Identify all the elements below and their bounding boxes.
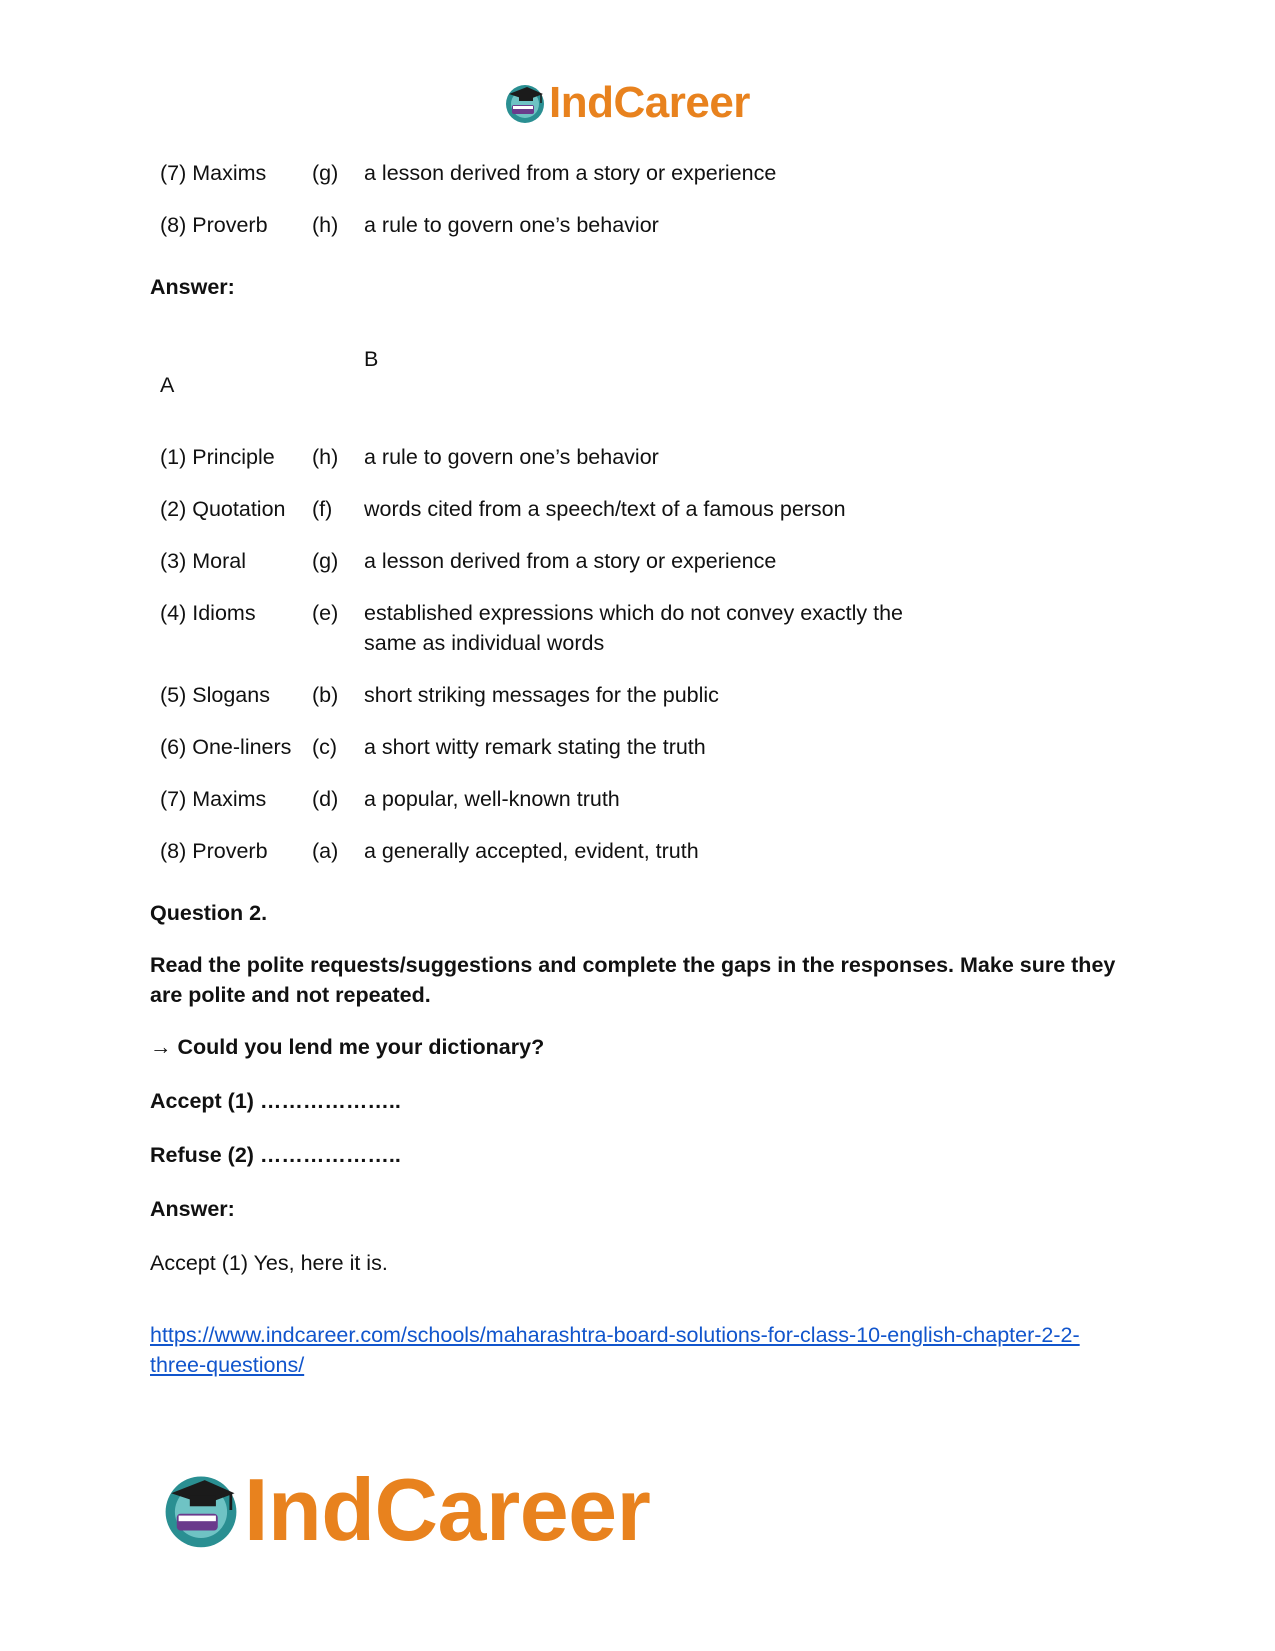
term-cell: (5) Slogans (160, 683, 270, 707)
answer-2-text: Accept (1) Yes, here it is. (150, 1251, 388, 1275)
column-headers (160, 344, 1130, 442)
letter-cell: (h) (312, 445, 339, 469)
definition-cell: words cited from a speech/text of a famous person (364, 497, 846, 521)
graduation-cap-book-globe-icon (160, 1469, 242, 1551)
match-row (160, 784, 944, 836)
term-cell: (4) Idioms (160, 601, 256, 625)
accept-line: Accept (1) ……………….. (150, 1089, 401, 1113)
match-row (160, 442, 944, 494)
term-cell: (8) Proverb (160, 839, 268, 863)
match-row (160, 546, 944, 598)
source-link[interactable]: https://www.indcareer.com/schools/maharashtra-board-solutions-for-class-10-english-chapter-2-2-three-questions/ (150, 1323, 1080, 1377)
letter-cell: (g) (312, 161, 339, 185)
letter-cell: (g) (312, 549, 339, 573)
letter-cell: (b) (312, 683, 339, 707)
match-table-continued (160, 158, 944, 262)
match-row (160, 732, 944, 784)
definition-cell: a generally accepted, evident, truth (364, 839, 699, 863)
brand-logo-bottom (160, 1462, 650, 1558)
term-cell: (8) Proverb (160, 213, 268, 237)
definition-cell: short striking messages for the public (364, 683, 719, 707)
term-cell: (1) Principle (160, 445, 275, 469)
definition-cell: a lesson derived from a story or experience (364, 549, 777, 573)
term-cell: (7) Maxims (160, 161, 267, 185)
term-cell: (7) Maxims (160, 787, 267, 811)
brand-name-large: IndCareer (244, 1460, 651, 1559)
match-row (160, 598, 944, 680)
column-a-header: A (160, 373, 175, 397)
column-b-header: B (364, 347, 379, 371)
match-row (160, 494, 944, 546)
letter-cell: (f) (312, 497, 333, 521)
letter-cell: (h) (312, 213, 339, 237)
definition-cell: established expressions which do not convey exactly the same as individual words (364, 601, 904, 655)
graduation-cap-book-globe-icon (503, 81, 547, 125)
letter-cell: (c) (312, 735, 338, 759)
question-2-text: Read the polite requests/suggestions and complete the gaps in the responses. Make sure they are polite and not repeated. (150, 953, 1116, 1007)
term-cell: (2) Quotation (160, 497, 286, 521)
match-row (160, 836, 944, 888)
answer-match-table (160, 442, 944, 888)
definition-cell: a popular, well-known truth (364, 787, 620, 811)
definition-cell: a lesson derived from a story or experience (364, 161, 777, 185)
refuse-line: Refuse (2) ……………….. (150, 1143, 401, 1167)
letter-cell: (a) (312, 839, 339, 863)
question-2-title: Question 2. (150, 901, 268, 925)
match-row (160, 158, 944, 210)
match-row (160, 210, 944, 262)
definition-cell: a rule to govern one’s behavior (364, 213, 659, 237)
definition-cell: a rule to govern one’s behavior (364, 445, 659, 469)
question-2-prompt: → Could you lend me your dictionary? (150, 1035, 545, 1059)
brand-logo-top (503, 78, 750, 128)
term-cell: (6) One-liners (160, 735, 292, 759)
definition-cell: a short witty remark stating the truth (364, 735, 706, 759)
brand-name: IndCareer (549, 78, 750, 127)
answer-2-heading: Answer: (150, 1197, 235, 1221)
answer-heading: Answer: (150, 275, 235, 299)
match-row (160, 680, 944, 732)
letter-cell: (d) (312, 787, 339, 811)
document-body (150, 158, 1130, 1380)
letter-cell: (e) (312, 601, 339, 625)
term-cell: (3) Moral (160, 549, 247, 573)
